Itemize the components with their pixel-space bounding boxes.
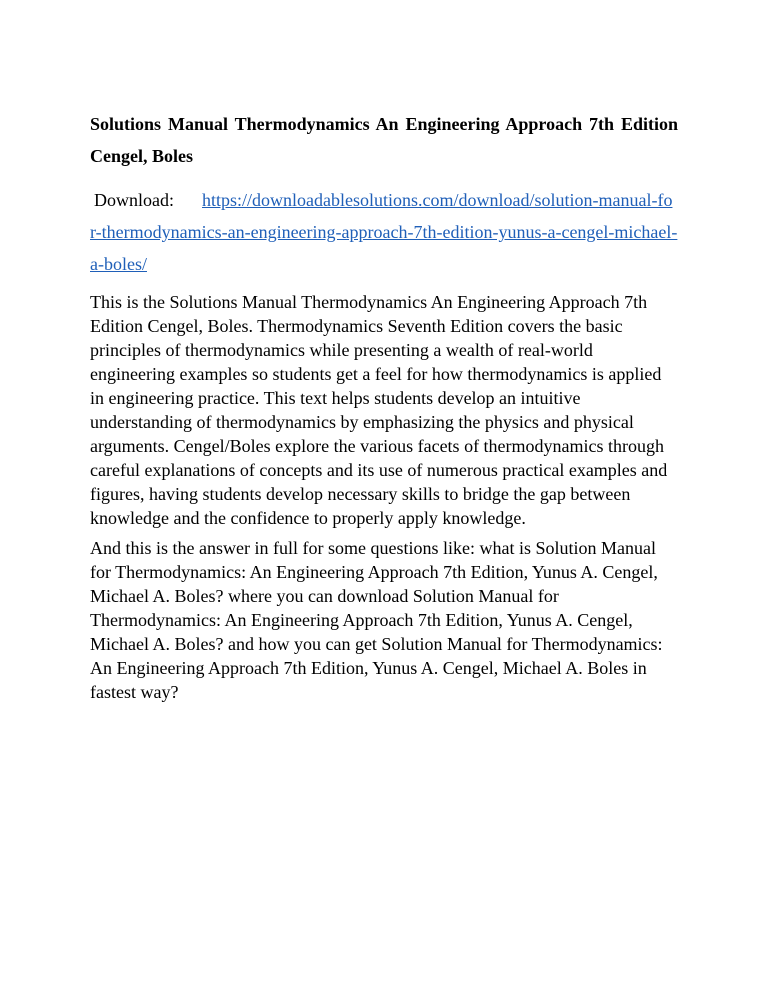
download-line — [90, 184, 678, 280]
download-link[interactable]: https://downloadablesolutions.com/download/solution-manual-for-thermodynamics-an-engineering-approach-7th-edition-yunus-a-cengel-michael-a-boles/ — [90, 190, 678, 274]
document-title: Solutions Manual Thermodynamics An Engineering Approach 7th Edition Cengel, Boles — [90, 114, 678, 166]
description-paragraph: This is the Solutions Manual Thermodynamics An Engineering Approach 7th Edition Cengel, Boles. Thermodynamics Seventh Edition covers the basic principles of thermodynamics while presenting a wealth of real-world engineering examples so students get a feel for how thermodynamics is applied in engineering practice. This text helps students develop an intuitive understanding of thermodynamics by emphasizing the physics and physical arguments. Cengel/Boles explore the various facets of thermodynamics through careful explanations of concepts and its use of numerous practical examples and figures, having students develop necessary skills to bridge the gap between knowledge and the confidence to properly apply knowledge. — [90, 292, 668, 528]
download-label: Download: — [94, 190, 174, 210]
faq-paragraph: And this is the answer in full for some questions like: what is Solution Manual for Thermodynamics: An Engineering Approach 7th Edition, Yunus A. Cengel, Michael A. Boles? where you can download Solution Manual for Thermodynamics: An Engineering Approach 7th Edition, Yunus A. Cengel, Michael A. Boles? and how you can get Solution Manual for Thermodynamics: An Engineering Approach 7th Edition, Yunus A. Cengel, Michael A. Boles in fastest way? — [90, 538, 663, 702]
